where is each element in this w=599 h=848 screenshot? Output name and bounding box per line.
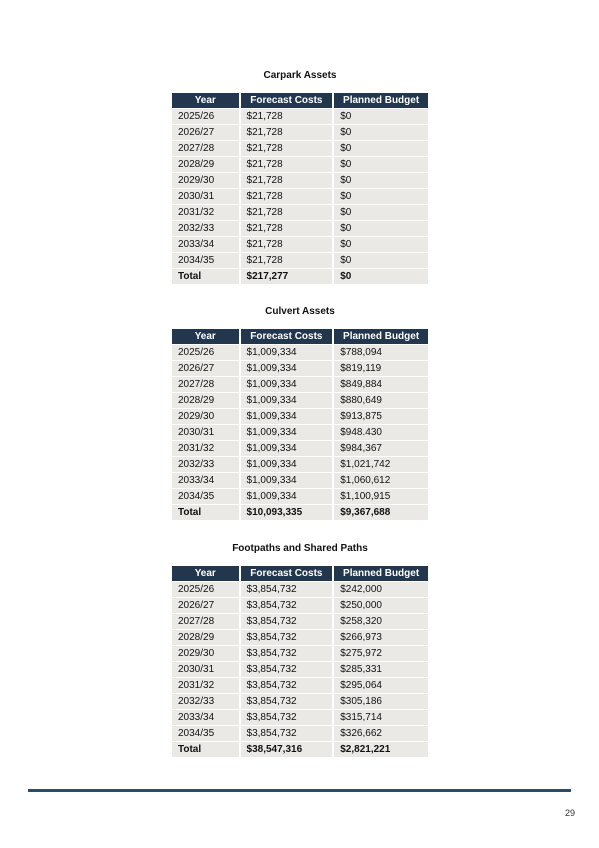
table-cell: $1,009,334	[241, 409, 333, 425]
table-cell: 2028/29	[172, 393, 239, 409]
table-cell: 2027/28	[172, 377, 239, 393]
total-cell: $217,277	[241, 269, 333, 285]
table-cell: 2025/26	[172, 345, 239, 361]
table-row	[172, 237, 428, 253]
table-cell: $0	[334, 237, 428, 253]
table-title: Culvert Assets	[265, 306, 335, 317]
column-header: Forecast Costs	[241, 329, 333, 345]
table-row	[172, 457, 428, 473]
table-cell: 2028/29	[172, 630, 239, 646]
table-cell: $266,973	[334, 630, 428, 646]
total-cell: Total	[172, 742, 239, 758]
culvert-assets-table	[170, 329, 430, 521]
table-cell: $3,854,732	[241, 726, 333, 742]
table-cell: $880,649	[334, 393, 428, 409]
table-cell: 2031/32	[172, 441, 239, 457]
table-row	[172, 393, 428, 409]
table-cell: $913,875	[334, 409, 428, 425]
table-cell: 2031/32	[172, 678, 239, 694]
table-row	[172, 614, 428, 630]
table-cell: $819,119	[334, 361, 428, 377]
table-row	[172, 409, 428, 425]
table-cell: 2032/33	[172, 221, 239, 237]
table-header-row	[172, 93, 428, 109]
table-cell: 2031/32	[172, 205, 239, 221]
table-row	[172, 489, 428, 505]
table-cell: 2034/35	[172, 253, 239, 269]
table-cell: $21,728	[241, 125, 333, 141]
table-cell: $1,009,334	[241, 377, 333, 393]
table-row	[172, 109, 428, 125]
table-title: Carpark Assets	[263, 70, 337, 81]
table-cell: $21,728	[241, 189, 333, 205]
table-header-row	[172, 329, 428, 345]
table-cell: $326,662	[334, 726, 428, 742]
table-cell: $1,009,334	[241, 361, 333, 377]
table-cell: 2034/35	[172, 726, 239, 742]
table-cell: $258,320	[334, 614, 428, 630]
total-cell: Total	[172, 505, 239, 521]
table-row	[172, 694, 428, 710]
table-cell: $21,728	[241, 237, 333, 253]
table-cell: 2025/26	[172, 582, 239, 598]
table-cell: 2034/35	[172, 489, 239, 505]
table-cell: $3,854,732	[241, 710, 333, 726]
total-cell: Total	[172, 269, 239, 285]
table-cell: $0	[334, 221, 428, 237]
column-header: Forecast Costs	[241, 566, 333, 582]
column-header: Forecast Costs	[241, 93, 333, 109]
table-cell: $285,331	[334, 662, 428, 678]
total-cell: $9,367,688	[334, 505, 428, 521]
table-cell: $275,972	[334, 646, 428, 662]
table-row	[172, 425, 428, 441]
table-row	[172, 141, 428, 157]
total-cell: $38,547,316	[241, 742, 333, 758]
table-cell: $3,854,732	[241, 646, 333, 662]
table-cell: $315,714	[334, 710, 428, 726]
table-cell: 2030/31	[172, 425, 239, 441]
table-row	[172, 157, 428, 173]
table-row	[172, 473, 428, 489]
footer-divider	[28, 789, 571, 792]
table-cell: $1,009,334	[241, 425, 333, 441]
column-header: Planned Budget	[334, 93, 428, 109]
table-cell: $0	[334, 205, 428, 221]
total-cell: $0	[334, 269, 428, 285]
table-cell: $0	[334, 173, 428, 189]
table-cell: $250,000	[334, 598, 428, 614]
table-row	[172, 173, 428, 189]
table-row	[172, 189, 428, 205]
table-cell: $788,094	[334, 345, 428, 361]
table-row	[172, 441, 428, 457]
column-header: Year	[172, 566, 239, 582]
table-cell: $984,367	[334, 441, 428, 457]
table-cell: $0	[334, 189, 428, 205]
column-header: Year	[172, 93, 239, 109]
table-row	[172, 253, 428, 269]
footpaths-shared-paths-section	[172, 543, 428, 758]
table-cell: $1,009,334	[241, 473, 333, 489]
table-cell: $0	[334, 109, 428, 125]
column-header: Planned Budget	[334, 566, 428, 582]
table-cell: $948.430	[334, 425, 428, 441]
carpark-assets-table	[170, 93, 430, 285]
table-cell: 2027/28	[172, 141, 239, 157]
table-title: Footpaths and Shared Paths	[232, 543, 368, 554]
table-row	[172, 678, 428, 694]
column-header: Year	[172, 329, 239, 345]
table-row	[172, 345, 428, 361]
table-cell: $21,728	[241, 253, 333, 269]
table-row	[172, 361, 428, 377]
table-header-row	[172, 566, 428, 582]
carpark-assets-section	[172, 70, 428, 285]
table-cell: 2030/31	[172, 662, 239, 678]
table-cell: 2032/33	[172, 694, 239, 710]
table-cell: 2033/34	[172, 710, 239, 726]
table-cell: $295,064	[334, 678, 428, 694]
table-cell: 2033/34	[172, 237, 239, 253]
table-row	[172, 598, 428, 614]
table-cell: $1,009,334	[241, 489, 333, 505]
table-cell: $3,854,732	[241, 678, 333, 694]
table-cell: $3,854,732	[241, 662, 333, 678]
total-cell: $2,821,221	[334, 742, 428, 758]
table-cell: $0	[334, 141, 428, 157]
table-cell: $3,854,732	[241, 694, 333, 710]
table-cell: $1,060,612	[334, 473, 428, 489]
table-cell: $242,000	[334, 582, 428, 598]
table-cell: $1,009,334	[241, 457, 333, 473]
table-cell: $3,854,732	[241, 582, 333, 598]
table-row	[172, 630, 428, 646]
table-cell: $3,854,732	[241, 630, 333, 646]
table-row	[172, 205, 428, 221]
table-cell: 2030/31	[172, 189, 239, 205]
table-cell: $1,021,742	[334, 457, 428, 473]
table-cell: 2033/34	[172, 473, 239, 489]
footpaths-shared-paths-table	[170, 566, 430, 758]
total-row	[172, 269, 428, 285]
table-row	[172, 582, 428, 598]
table-cell: $1,100,915	[334, 489, 428, 505]
table-cell: $849,884	[334, 377, 428, 393]
table-cell: $0	[334, 253, 428, 269]
page-number: 29	[564, 808, 575, 818]
table-cell: $21,728	[241, 173, 333, 189]
table-cell: $1,009,334	[241, 393, 333, 409]
table-cell: $0	[334, 125, 428, 141]
table-cell: 2026/27	[172, 361, 239, 377]
table-cell: $21,728	[241, 221, 333, 237]
table-cell: 2027/28	[172, 614, 239, 630]
table-row	[172, 710, 428, 726]
table-row	[172, 125, 428, 141]
table-cell: 2025/26	[172, 109, 239, 125]
table-cell: 2026/27	[172, 598, 239, 614]
table-cell: $1,009,334	[241, 345, 333, 361]
table-row	[172, 221, 428, 237]
table-row	[172, 646, 428, 662]
table-cell: 2029/30	[172, 409, 239, 425]
table-cell: 2029/30	[172, 173, 239, 189]
column-header: Planned Budget	[334, 329, 428, 345]
table-cell: 2026/27	[172, 125, 239, 141]
table-cell: 2029/30	[172, 646, 239, 662]
table-cell: $3,854,732	[241, 598, 333, 614]
table-cell: $21,728	[241, 205, 333, 221]
table-cell: $21,728	[241, 109, 333, 125]
table-row	[172, 377, 428, 393]
culvert-assets-section	[172, 306, 428, 521]
total-row	[172, 505, 428, 521]
table-cell: $3,854,732	[241, 614, 333, 630]
table-cell: $21,728	[241, 141, 333, 157]
table-cell: $1,009,334	[241, 441, 333, 457]
total-cell: $10,093,335	[241, 505, 333, 521]
table-cell: 2028/29	[172, 157, 239, 173]
table-cell: $305,186	[334, 694, 428, 710]
table-cell: $0	[334, 157, 428, 173]
total-row	[172, 742, 428, 758]
table-cell: $21,728	[241, 157, 333, 173]
table-cell: 2032/33	[172, 457, 239, 473]
table-row	[172, 726, 428, 742]
table-row	[172, 662, 428, 678]
